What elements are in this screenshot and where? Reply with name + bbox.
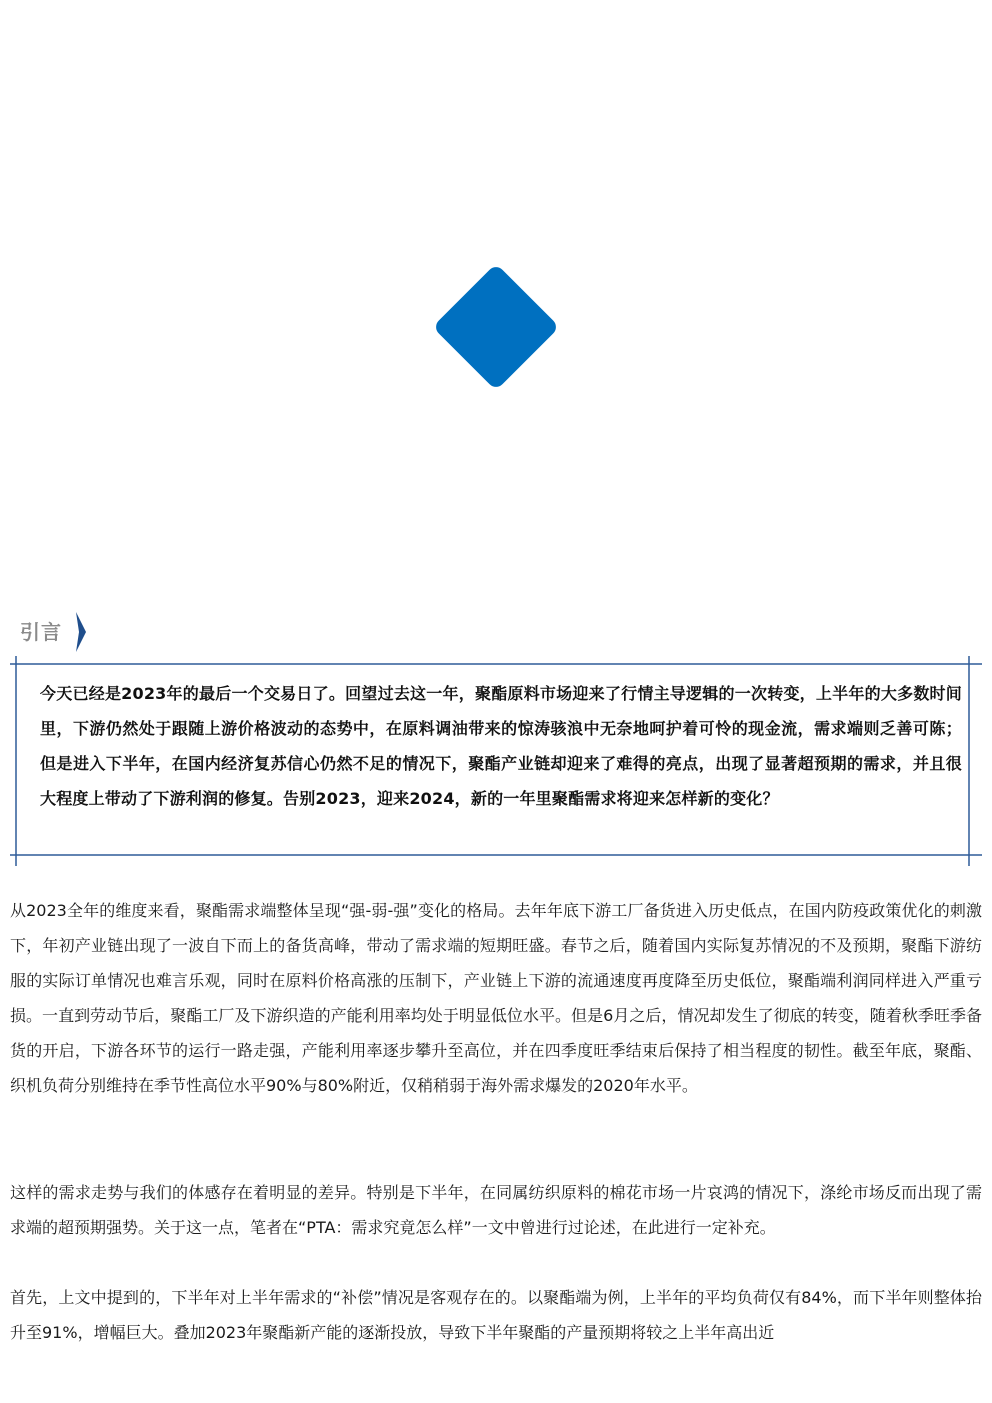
section-title: 引言 [20,620,62,644]
arrow-right-icon [76,612,88,652]
diamond-icon [425,256,567,398]
intro-text: 今天已经是2023年的最后一个交易日了。回望过去这一年，聚酯原料市场迎来了行情主导逻辑的一次转变，上半年的大多数时间里，下游仍然处于跟随上游价格波动的态势中，在原料调油带来的惊涛骇浪中无奈地呵护着可怜的现金流，需求端则乏善可陈；但是进入下半年，在国内经济复苏信心仍然不足的情况下，聚酯产业链却迎来了难得的亮点，出现了显著超预期的需求，并且很大程度上带动了下游利润的修复。告别2023，迎来2024，新的一年里聚酯需求将迎来怎样新的变化？ [40,684,962,808]
body-paragraph-1: 从2023全年的维度来看，聚酯需求端整体呈现“强-弱-强”变化的格局。去年年底下游工厂备货进入历史低点，在国内防疫政策优化的刺激下，年初产业链出现了一波自下而上的备货高峰，带动了需求端的短期旺盛。春节之后，随着国内实际复苏情况的不及预期，聚酯下游纺服的实际订单情况也难言乐观，同时在原料价格高涨的压制下，产业链上下游的流通速度再度降至历史低位，聚酯端利润同样进入严重亏损。一直到劳动节后，聚酯工厂及下游织造的产能利用率均处于明显低位水平。但是6月之后，情况却发生了彻底的转变，随着秋季旺季备货的开启，下游各环节的运行一路走强，产能利用率逐步攀升至高位，并在四季度旺季结束后保持了相当程度的韧性。截至年底，聚酯、织机负荷分别维持在季节性高位水平90%与80%附近，仅稍稍弱于海外需求爆发的2020年水平。 [10,901,982,1095]
intro-box [10,656,982,866]
body-paragraph-2: 这样的需求走势与我们的体感存在着明显的差异。特别是下半年，在同属纺织原料的棉花市场一片哀鸿的情况下，涤纶市场反而出现了需求端的超预期强势。关于这一点，笔者在“PTA：需求究竟怎么样”一文中曾进行过论述，在此进行一定补充。 [10,1183,982,1237]
body-paragraph-3: 首先，上文中提到的，下半年对上半年需求的“补偿”情况是客观存在的。以聚酯端为例，上半年的平均负荷仅有84%，而下半年则整体抬升至91%，增幅巨大。叠加2023年聚酯新产能的逐渐投放，导致下半年聚酯的产量预期将较之上半年高出近 [10,1288,982,1342]
